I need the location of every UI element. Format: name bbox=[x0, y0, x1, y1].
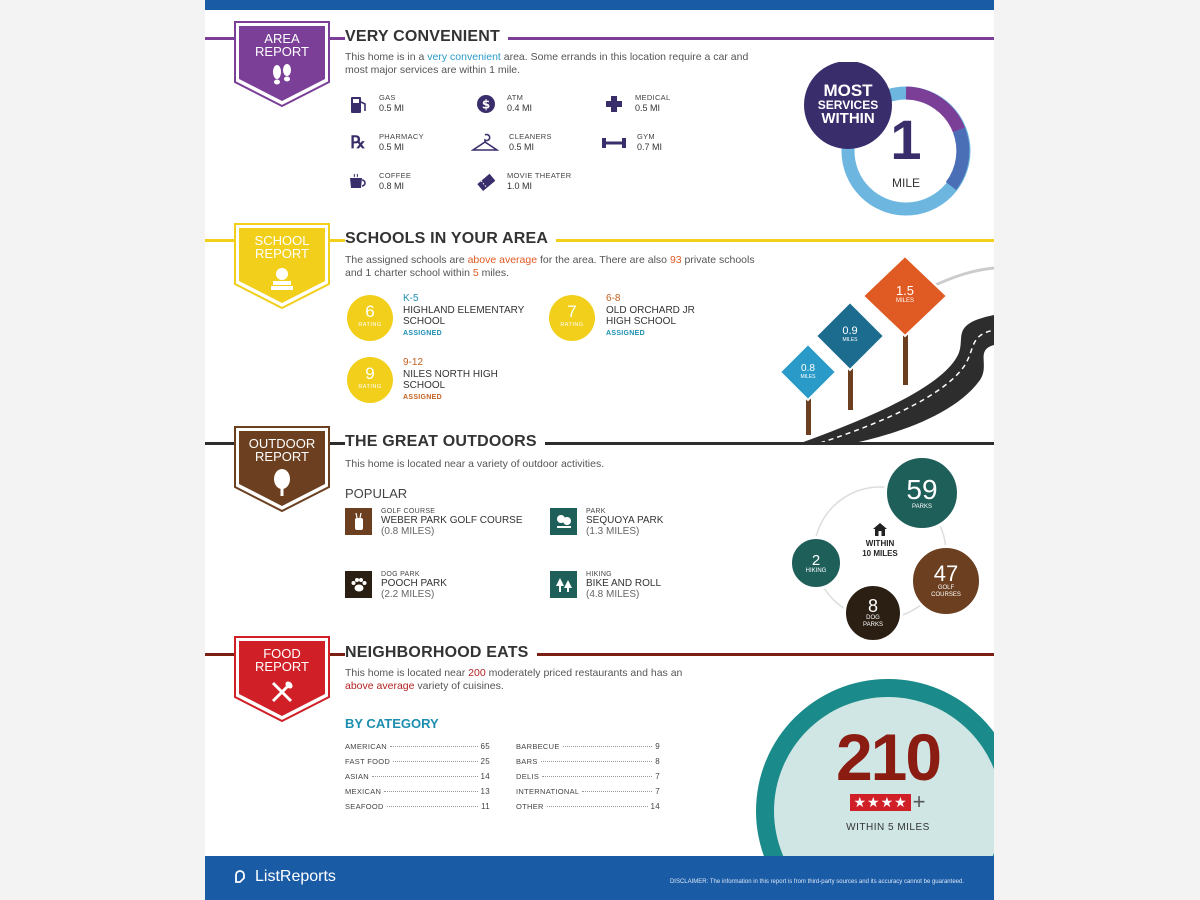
service-distance: 0.8 MI bbox=[379, 181, 405, 191]
golf-bag-icon bbox=[345, 508, 372, 535]
medical-cross-icon bbox=[603, 93, 625, 115]
fork-knife-icon bbox=[233, 679, 331, 711]
popular-label: POPULAR bbox=[345, 486, 408, 501]
service-distance: 0.5 MI bbox=[379, 103, 405, 113]
category-row: INTERNATIONAL 7 bbox=[516, 787, 660, 796]
golf-courses-bubble: 47 GOLF COURSES bbox=[910, 545, 982, 617]
food-badge-line1: FOOD bbox=[263, 646, 301, 661]
outdoor-item: DOG PARK POOCH PARK (2.2 MILES) bbox=[345, 571, 447, 600]
service-name: ATM bbox=[507, 93, 524, 102]
hiking-trees-icon bbox=[550, 571, 577, 598]
star-rating bbox=[833, 789, 943, 814]
sign-large: 1.5 MILES bbox=[895, 283, 915, 304]
service-name: MEDICAL bbox=[635, 93, 671, 102]
footprints-icon bbox=[233, 64, 331, 92]
food-heading: NEIGHBORHOOD EATS bbox=[345, 644, 537, 662]
outdoor-intro: This home is located near a variety of outdoor activities. bbox=[345, 458, 605, 470]
category-row: ASIAN 14 bbox=[345, 772, 490, 781]
school-rating-badge: 6 RATING bbox=[347, 295, 393, 341]
school-rating-badge: 7 RATING bbox=[549, 295, 595, 341]
services-gauge bbox=[801, 62, 981, 222]
restaurant-radius: WITHIN 5 MILES bbox=[846, 822, 930, 833]
by-category-label: BY CATEGORY bbox=[345, 716, 439, 731]
top-bar bbox=[205, 0, 994, 10]
category-row: AMERICAN 65 bbox=[345, 742, 490, 751]
gauge-number: 1 bbox=[890, 108, 922, 171]
listreports-logo-icon bbox=[233, 869, 249, 885]
service-distance: 1.0 MI bbox=[507, 181, 533, 191]
home-icon bbox=[855, 523, 905, 539]
apple-books-icon bbox=[233, 266, 331, 298]
pharmacy-rx-icon: ℞ bbox=[350, 133, 366, 153]
category-row: SEAFOOD 11 bbox=[345, 802, 490, 811]
area-intro: This home is in a very convenient area. Some errands in this location require a car and most major services are within 1 mile. bbox=[345, 51, 749, 76]
outdoor-item: PARK SEQUOYA PARK (1.3 MILES) bbox=[550, 508, 663, 537]
category-row: OTHER 14 bbox=[516, 802, 660, 811]
school-heading: SCHOOLS IN YOUR AREA bbox=[345, 230, 556, 248]
category-row: BARBECUE 9 bbox=[516, 742, 660, 751]
service-distance: 0.5 MI bbox=[635, 103, 661, 113]
outdoor-stats-cluster bbox=[780, 455, 994, 645]
category-row: DELIS 7 bbox=[516, 772, 660, 781]
service-distance: 0.4 MI bbox=[507, 103, 533, 113]
plus-sign: + bbox=[912, 789, 926, 814]
service-name: COFFEE bbox=[379, 171, 412, 180]
food-badge-line2: REPORT bbox=[255, 659, 309, 674]
report-page bbox=[205, 0, 994, 900]
tree-icon bbox=[233, 469, 331, 503]
area-badge-line2: REPORT bbox=[255, 44, 309, 59]
service-name: GAS bbox=[379, 93, 396, 102]
dog-parks-bubble: 8 DOG PARKS bbox=[843, 583, 903, 643]
service-name: GYM bbox=[637, 132, 655, 141]
hiking-bubble: 2 HIKING bbox=[789, 536, 843, 590]
restaurant-count: 210 bbox=[835, 720, 941, 794]
listreports-logo[interactable] bbox=[233, 868, 336, 886]
service-gym bbox=[601, 132, 662, 154]
service-distance: 0.5 MI bbox=[379, 142, 405, 152]
outdoor-badge-line1: OUTDOOR bbox=[248, 436, 316, 451]
service-distance: 0.5 MI bbox=[509, 142, 535, 152]
school-rating-badge: 9 RATING bbox=[347, 357, 393, 403]
service-atm bbox=[475, 93, 532, 115]
service-name: PHARMACY bbox=[379, 132, 424, 141]
area-heading: VERY CONVENIENT bbox=[345, 28, 508, 46]
gas-pump-icon bbox=[347, 93, 369, 115]
svg-text:$: $ bbox=[481, 97, 491, 112]
coffee-cup-icon bbox=[347, 171, 369, 193]
area-badge-line1: AREA bbox=[264, 31, 300, 46]
hanger-icon bbox=[471, 132, 499, 154]
service-pharmacy bbox=[347, 132, 424, 154]
gauge-label: MOST SERVICES WITHIN bbox=[817, 81, 879, 127]
category-row: MEXICAN 13 bbox=[345, 787, 490, 796]
brand-name: ListReports bbox=[255, 868, 336, 885]
restaurant-count-circle bbox=[750, 678, 994, 856]
disclaimer-text: DISCLAIMER: The information in this report is from third-party sources and its accuracy cannot be guaranteed. bbox=[669, 879, 964, 885]
outdoor-item: HIKING BIKE AND ROLL (4.8 MILES) bbox=[550, 571, 661, 600]
school-entry: K-5 HIGHLAND ELEMENTARY SCHOOL ASSIGNED bbox=[403, 293, 525, 337]
service-cleaners bbox=[471, 132, 552, 154]
atm-dollar-icon bbox=[475, 93, 497, 115]
outdoor-heading: THE GREAT OUTDOORS bbox=[345, 433, 545, 451]
road-signs-illustration bbox=[775, 250, 994, 445]
food-intro: This home is located near 200 moderately priced restaurants and has an above average variety of cuisines. bbox=[345, 667, 683, 692]
park-tree-icon bbox=[550, 508, 577, 535]
outdoor-center-label: WITHIN 10 MILES bbox=[855, 523, 905, 559]
service-movie-theater bbox=[475, 171, 571, 193]
category-row: FAST FOOD 25 bbox=[345, 757, 490, 766]
paw-icon bbox=[345, 571, 372, 598]
school-entry: 6-8 OLD ORCHARD JR HIGH SCHOOL ASSIGNED bbox=[606, 293, 695, 337]
dumbbell-icon bbox=[601, 132, 627, 154]
school-badge-line1: SCHOOL bbox=[254, 233, 310, 248]
outdoor-item: GOLF COURSE WEBER PARK GOLF COURSE (0.8 MILES) bbox=[345, 508, 523, 537]
outdoor-badge-line2: REPORT bbox=[255, 449, 309, 464]
parks-bubble: 59 PARKS bbox=[884, 455, 960, 531]
service-name: CLEANERS bbox=[509, 132, 552, 141]
sign-medium: 0.9 MILES bbox=[842, 325, 858, 343]
service-medical bbox=[603, 93, 670, 115]
sign-small: 0.8 MILES bbox=[800, 363, 816, 380]
ticket-icon bbox=[475, 171, 497, 193]
service-coffee bbox=[347, 171, 411, 193]
service-distance: 0.7 MI bbox=[637, 142, 663, 152]
service-name: MOVIE THEATER bbox=[507, 171, 572, 180]
service-gas bbox=[347, 93, 404, 115]
school-badge-line2: REPORT bbox=[255, 246, 309, 261]
gauge-unit: MILE bbox=[891, 176, 920, 190]
category-row: BARS 8 bbox=[516, 757, 660, 766]
stars-icon: ★★★★ bbox=[850, 794, 910, 811]
school-entry: 9-12 NILES NORTH HIGH SCHOOL ASSIGNED bbox=[403, 357, 498, 401]
footer bbox=[205, 856, 994, 900]
school-intro: The assigned schools are above average for the area. There are also 93 private schools and 1 charter school within 5 miles. bbox=[345, 254, 755, 279]
